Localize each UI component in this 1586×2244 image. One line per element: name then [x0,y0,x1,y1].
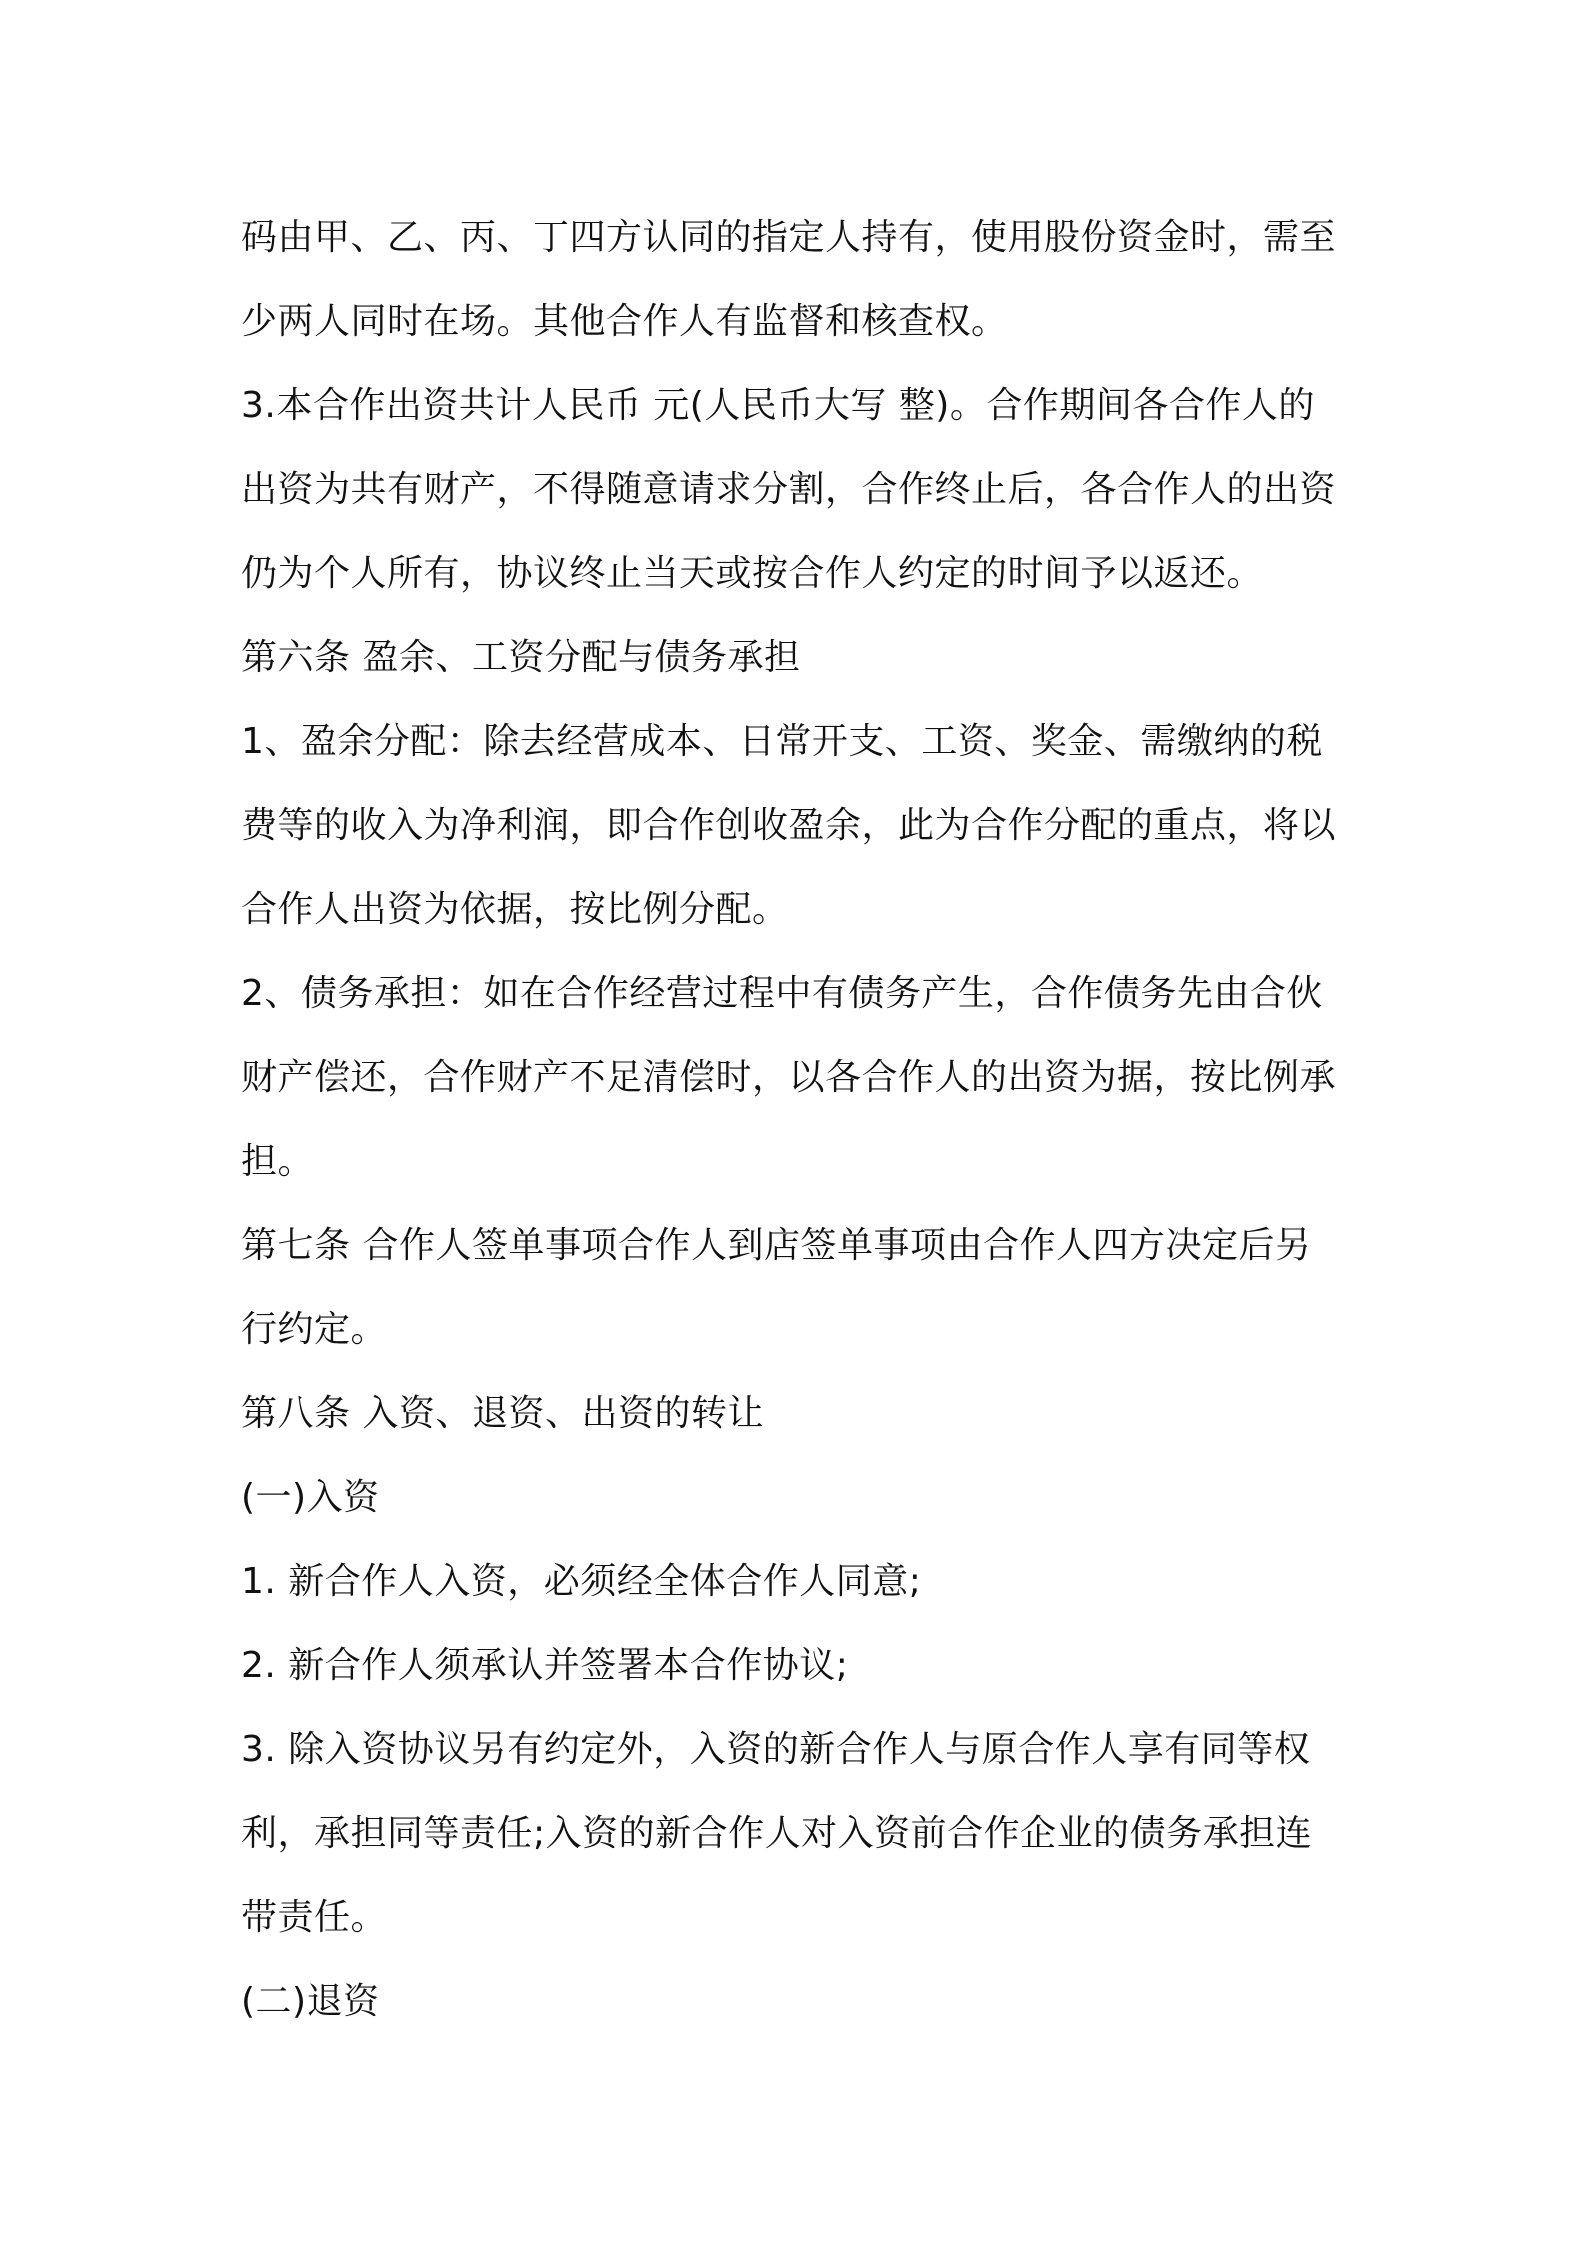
text-line: 1、盈余分配：除去经营成本、日常开支、工资、奖金、需缴纳的税 [241,721,1323,762]
article-heading: 第七条 合作人签单事项合作人到店签单事项由合作人四方决定后另 [241,1225,1312,1266]
text-line: 担。 [241,1141,315,1182]
text-line: 仍为个人所有，协议终止当天或按合作人约定的时间予以返还。 [241,553,1264,594]
article-heading: 第八条 入资、退资、出资的转让 [241,1393,764,1434]
text-line: 带责任。 [241,1897,388,1938]
text-line: 2、债务承担：如在合作经营过程中有债务产生，合作债务先由合伙 [241,973,1323,1014]
text-line: 出资为共有财产，不得随意请求分割，合作终止后，各合作人的出资 [241,469,1337,510]
article-heading: 第六条 盈余、工资分配与债务承担 [241,637,801,678]
section-heading: (一)入资 [241,1477,380,1518]
text-line: 利，承担同等责任;入资的新合作人对入资前合作企业的债务承担连 [241,1813,1313,1854]
list-item: 2. 新合作人须承认并签署本合作协议; [241,1645,849,1686]
text-line: 码由甲、乙、丙、丁四方认同的指定人持有，使用股份资金时，需至 [241,217,1337,258]
text-line: 合作人出资为依据，按比例分配。 [241,889,789,930]
text-line: 行约定。 [241,1309,388,1350]
text-line: 少两人同时在场。其他合作人有监督和核查权。 [241,301,1008,342]
text-line: 费等的收入为净利润，即合作创收盈余，此为合作分配的重点，将以 [241,805,1337,846]
text-line: 财产偿还，合作财产不足清偿时，以各合作人的出资为据，按比例承 [241,1057,1337,1098]
document-body [241,196,1361,2044]
list-item: 1. 新合作人入资，必须经全体合作人同意; [241,1561,922,1602]
section-heading: (二)退资 [241,1981,380,2022]
text-line: 3.本合作出资共计人民币 元(人民币大写 整)。合作期间各合作人的 [241,385,1315,426]
list-item: 3. 除入资协议另有约定外，入资的新合作人与原合作人享有同等权 [241,1729,1311,1770]
